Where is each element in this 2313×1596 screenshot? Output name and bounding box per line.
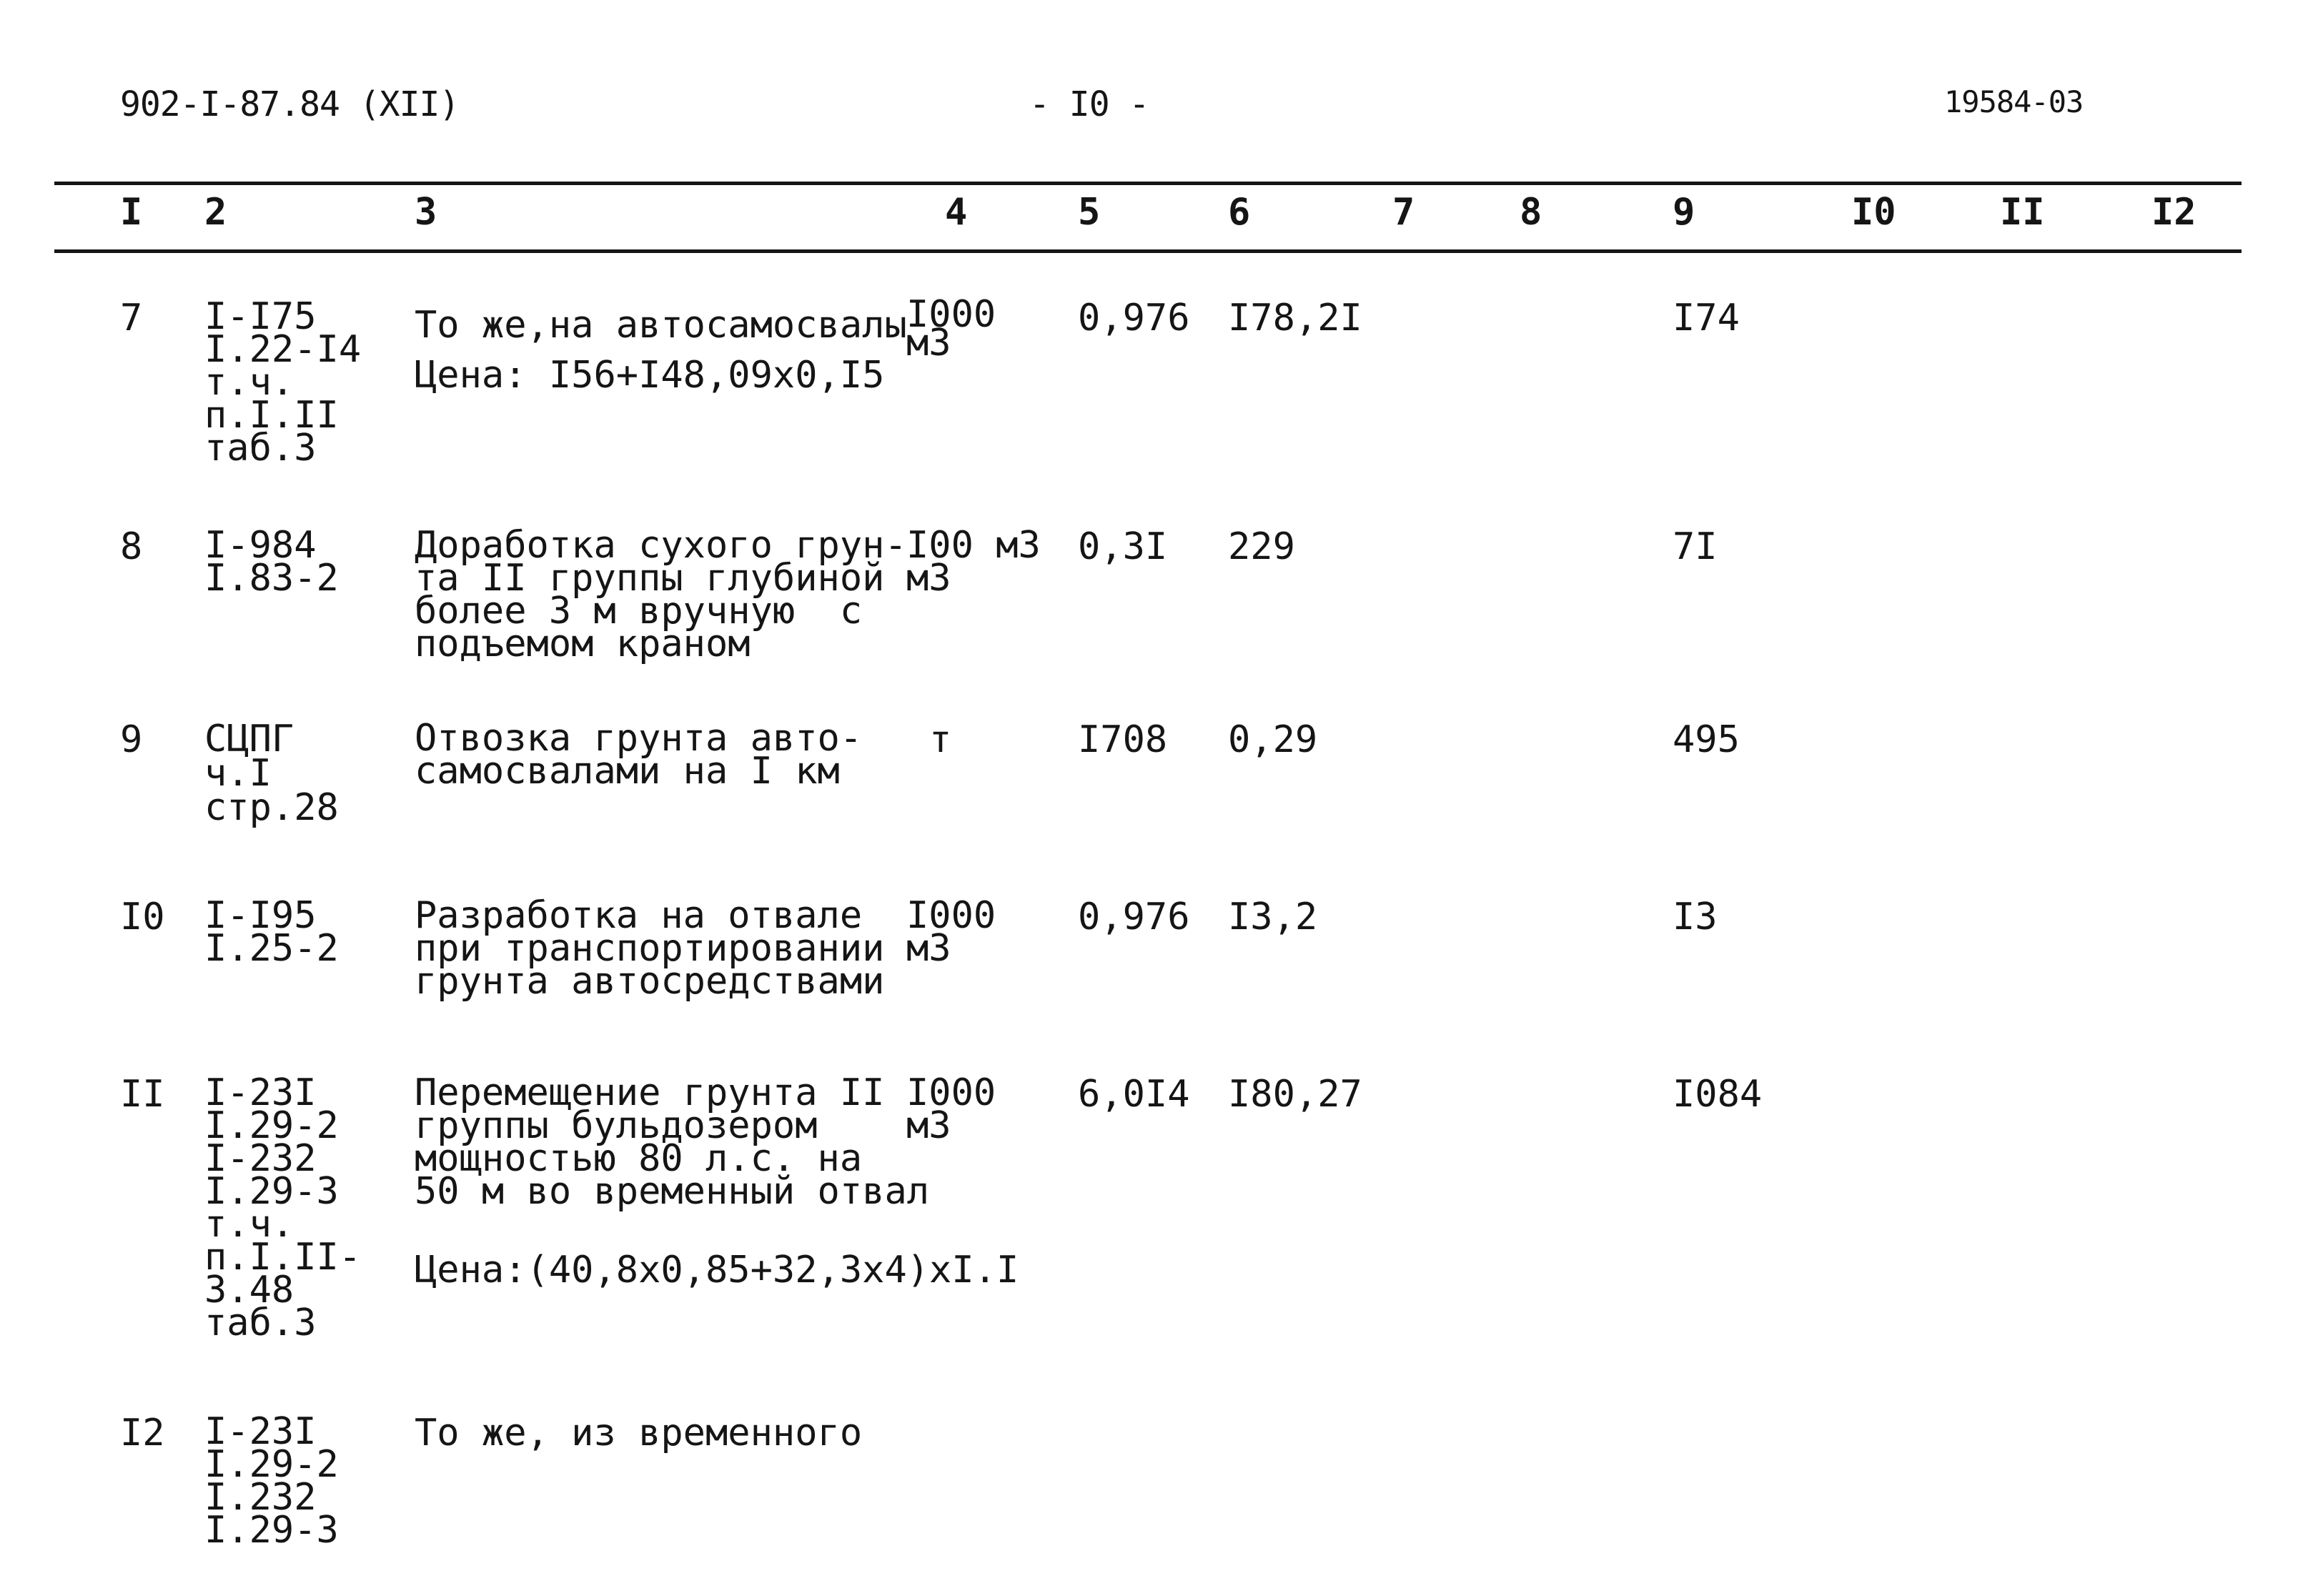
norm-code: I-23I I.29-2 I.232 I.29-3 bbox=[204, 1410, 339, 1552]
column-header: I bbox=[120, 191, 143, 234]
unit-price: 229 bbox=[1228, 525, 1295, 568]
unit-price: 0,29 bbox=[1228, 718, 1318, 761]
row-number: 7 bbox=[120, 297, 143, 339]
total-cost: I3 bbox=[1673, 896, 1718, 938]
work-description: То же,на автосамосвалы Цена: I56+I48,09х0,I5 bbox=[415, 304, 907, 397]
column-header: I2 bbox=[2151, 191, 2196, 234]
total-cost: 495 bbox=[1673, 718, 1740, 761]
unit: т bbox=[929, 718, 952, 761]
column-header: 4 bbox=[945, 191, 968, 234]
row-number: I0 bbox=[120, 896, 165, 938]
norm-code: I-23I I.29-2 I-232 I.29-3 т.ч. п.I.II- 3.48 таб.3 bbox=[204, 1071, 362, 1344]
unit: I000 м3 bbox=[906, 894, 996, 970]
archive-number: 19584-03 bbox=[1944, 84, 2084, 119]
unit-price: I80,27 bbox=[1228, 1073, 1362, 1116]
work-description: То же, из временного bbox=[415, 1412, 863, 1454]
row-number: 9 bbox=[120, 718, 143, 761]
row-number: II bbox=[120, 1073, 165, 1116]
quantity: 6,0I4 bbox=[1078, 1073, 1190, 1116]
work-description: Доработка сухого грун- та II группы глубиной более 3 м вручную с подъемом краном bbox=[415, 524, 907, 665]
quantity: 0,976 bbox=[1078, 896, 1190, 938]
quantity: 0,3I bbox=[1078, 525, 1168, 568]
norm-code: I-984 I.83-2 bbox=[204, 524, 339, 600]
norm-code: I-I95 I.25-2 bbox=[204, 894, 339, 970]
column-header: 8 bbox=[1520, 191, 1542, 234]
work-description: Перемещение грунта II группы бульдозером мощностью 80 л.с. на 50 м во временный отвал bbox=[415, 1071, 930, 1213]
unit: I000 м3 bbox=[906, 1071, 996, 1147]
total-cost: I74 bbox=[1673, 297, 1740, 339]
row-number: I2 bbox=[120, 1412, 165, 1454]
page-number: - I0 - bbox=[1029, 84, 1149, 124]
unit: I00 м3 м3 bbox=[906, 524, 1041, 600]
column-header: 2 bbox=[204, 191, 227, 234]
total-cost: 7I bbox=[1673, 525, 1718, 568]
table-header-rule bbox=[54, 249, 2242, 253]
work-description: Разработка на отвале при транспортировании грунта автосредствами bbox=[415, 894, 885, 1003]
column-header: 9 bbox=[1673, 191, 1695, 234]
work-description: Отвозка грунта авто- самосвалами на I км bbox=[415, 717, 863, 793]
table-top-rule bbox=[54, 182, 2242, 185]
column-header: 3 bbox=[415, 191, 437, 234]
column-header: 7 bbox=[1392, 191, 1415, 234]
unit-price: I78,2I bbox=[1228, 297, 1362, 339]
column-header: I0 bbox=[1851, 191, 1896, 234]
unit-price: I3,2 bbox=[1228, 896, 1318, 938]
quantity: 0,976 bbox=[1078, 297, 1190, 339]
row-number: 8 bbox=[120, 525, 143, 568]
quantity: I708 bbox=[1078, 718, 1168, 761]
total-cost: I084 bbox=[1673, 1073, 1763, 1116]
column-header: 5 bbox=[1078, 191, 1101, 234]
column-header: II bbox=[2000, 191, 2045, 234]
norm-code: СЦПГ ч.I стр.28 bbox=[204, 718, 339, 829]
price-formula: Цена:(40,8х0,85+32,3х4)хI.I bbox=[415, 1249, 1019, 1292]
unit: I000 м3 bbox=[906, 293, 996, 365]
column-header: 6 bbox=[1228, 191, 1251, 234]
norm-code: I-I75 I.22-I4 т.ч. п.I.II таб.3 bbox=[204, 295, 362, 470]
document-code: 902-I-87.84 (XII) bbox=[120, 84, 460, 124]
